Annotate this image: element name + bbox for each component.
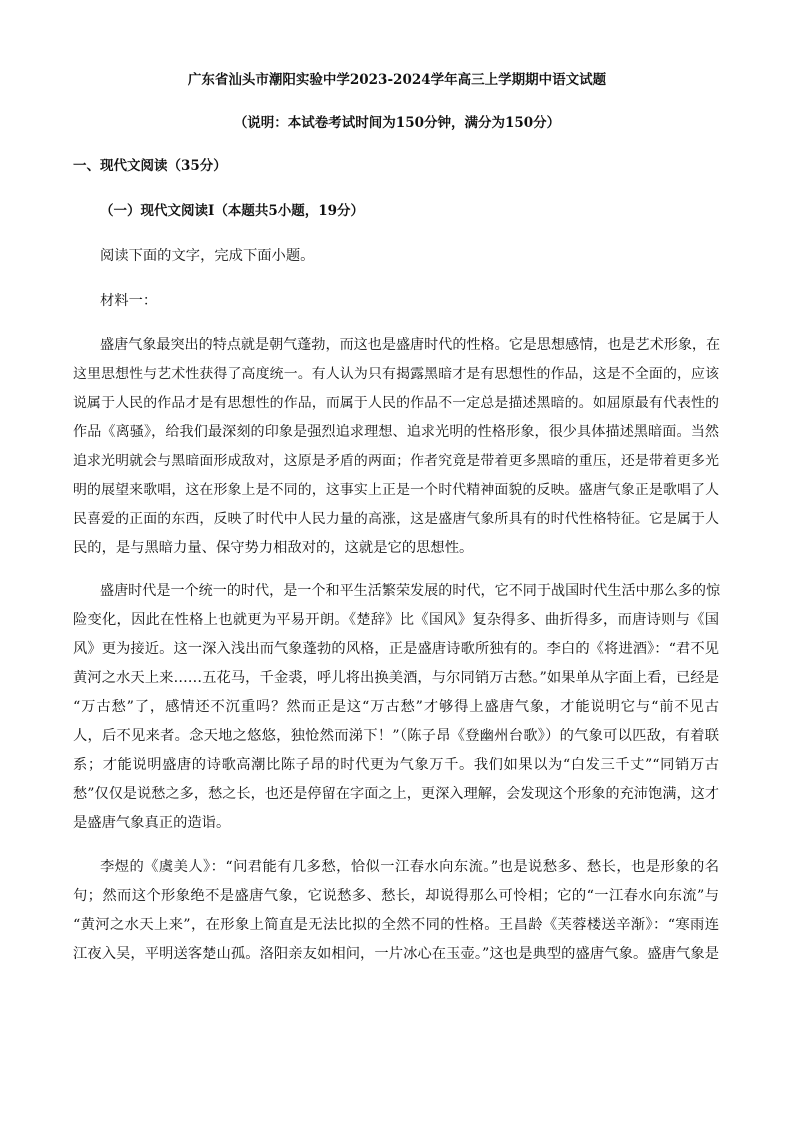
material-label: 材料一：	[100, 293, 158, 309]
paragraph-line: 这里思想性与艺术性获得了高度统一。有人认为只有揭露黑暗才是有思想性的作品，这是不全面的，应该	[73, 366, 719, 382]
paragraph-line: 人，后不见来者。念天地之悠悠，独怆然而涕下！”（陈子昂《登幽州台歌》）的气象可以匹敌，有着联	[73, 728, 719, 744]
paragraph-line: 险变化，因此在性格上也就更为平易开朗。《楚辞》比《国风》复杂得多、曲折得多，而唐诗则与《国	[73, 612, 719, 628]
paragraph-line: 是盛唐气象真正的造诣。	[73, 815, 231, 831]
paragraph-line: 作品《离骚》，给我们最深刻的印象是强烈追求理想、追求光明的性格形象，很少具体描述黑暗面。当然	[73, 424, 719, 440]
paragraph-line: 句；然而这个形象绝不是盛唐气象，它说愁多、愁长，却说得那么可怜相；它的“一江春水向东流”与	[73, 888, 719, 904]
paragraph-line: “万古愁”了，感情还不沉重吗？然而正是这“万古愁”才够得上盛唐气象，才能说明它与“前不见古	[73, 699, 719, 715]
paragraph-line: 追求光明就会与黑暗面形成敌对，这原是矛盾的两面；作者究竟是带着更多黑暗的重压，还是带着更多光	[73, 453, 719, 469]
paragraph-line: 系；才能说明盛唐的诗歌高潮比陈子昂的时代更为气象万千。我们如果以为“白发三千丈”“同销万古	[73, 757, 719, 773]
section-heading-modern-reading: 一、现代文阅读（35分）	[73, 158, 227, 174]
paragraph-line: 黄河之水天上来……五花马，千金裘，呼儿将出换美酒，与尔同销万古愁。”如果单从字面上看，已经是	[73, 670, 719, 686]
paragraph-line: 李煜的《虞美人》：“问君能有几多愁，恰似一江春水向东流。”也是说愁多、愁长，也是形象的名	[100, 859, 719, 875]
paragraph-line: 民喜爱的正面的东西，反映了时代中人民力量的高涨，这是盛唐气象所具有的时代性格特征。它是属于人	[73, 511, 719, 527]
paragraph-line: 明的展望来歌唱，这在形象上是不同的，这事实上正是一个时代精神面貌的反映。盛唐气象正是歌唱了人	[73, 482, 719, 498]
paragraph-line: 江夜入吴，平明送客楚山孤。洛阳亲友如相问，一片冰心在玉壶。”这也是典型的盛唐气象。盛唐气象是	[73, 946, 719, 962]
reading-instruction: 阅读下面的文字，完成下面小题。	[100, 248, 315, 264]
exam-title: 广东省汕头市潮阳实验中学2023-2024学年高三上学期期中语文试题	[187, 72, 607, 88]
paragraph-line: 愁”仅仅是说愁之多，愁之长，也还是停留在字面之上，更深入理解，会发现这个形象的充沛饱满，这才	[73, 786, 719, 802]
paragraph-line: 风》更为接近。这一深入浅出而气象蓬勃的风格，正是盛唐诗歌所独有的。李白的《将进酒》：“君不见	[73, 641, 719, 657]
paragraph-line: 说属于人民的作品才是有思想性的作品，而属于人民的作品不一定总是描述黑暗的。如屈原最有代表性的	[73, 395, 719, 411]
paragraph-line: 盛唐气象最突出的特点就是朝气蓬勃，而这也是盛唐时代的性格。它是思想感情，也是艺术形象，在	[100, 337, 721, 353]
paragraph-line: 盛唐时代是一个统一的时代，是一个和平生活繁荣发展的时代，它不同于战国时代生活中那么多的惊	[100, 583, 721, 599]
exam-note: （说明：本试卷考试时间为150分钟，满分为150分）	[233, 115, 561, 131]
paragraph-line: 民的，是与黑暗力量、保守势力相敌对的，这就是它的思想性。	[73, 540, 474, 556]
paragraph-line: “黄河之水天上来”，在形象上简直是无法比拟的全然不同的性格。王昌龄《芙蓉楼送辛渐》：“寒雨连	[73, 917, 719, 933]
subsection-heading-reading-1: （一）现代文阅读Ⅰ（本题共5小题，19分）	[100, 203, 364, 219]
